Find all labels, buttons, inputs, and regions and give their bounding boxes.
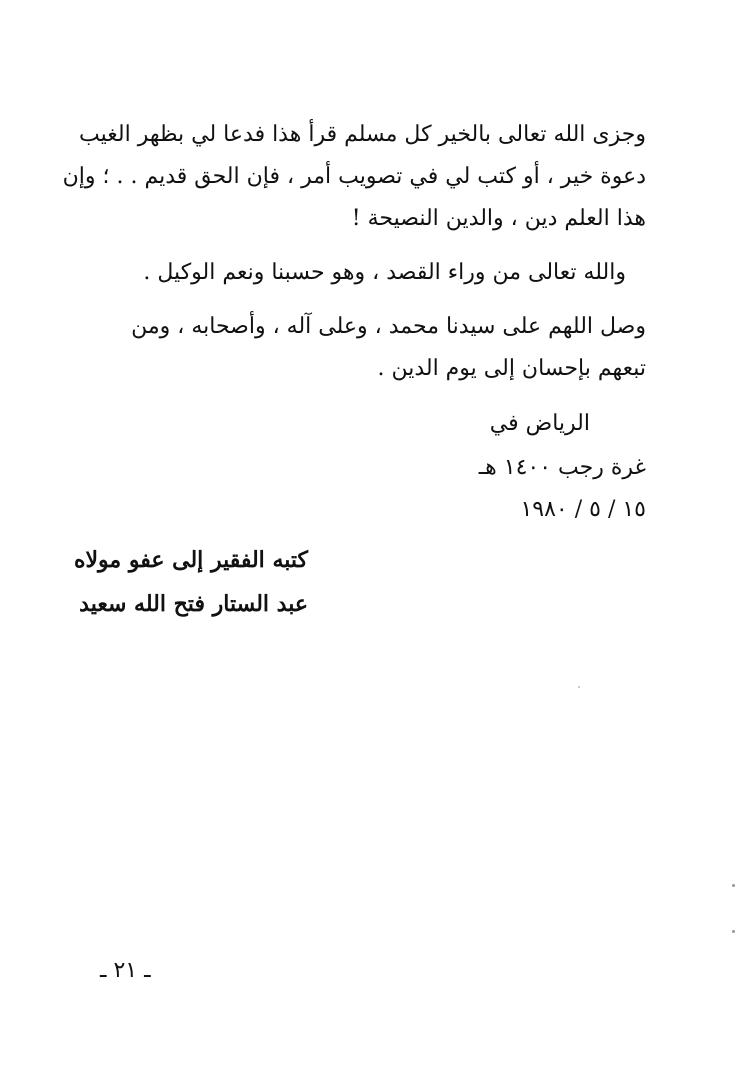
text-line: والله تعالى من وراء القصد ، وهو حسبنا ونعم الوكيل . [143,260,626,285]
paragraph-salutation [90,306,646,390]
text-line: وصل اللهم على سيدنا محمد ، وعلى آله ، وأصحابه ، ومن [131,314,646,339]
signature-line-2 [79,582,308,626]
place-line [490,404,590,444]
page-number: ـ ٢١ ـ [100,958,151,983]
hijri-date-line [479,448,646,488]
text-line: تبعهم بإحسان إلى يوم الدين . [377,356,646,381]
gregorian-date: ١٥ / ٥ / ١٩٨٠ [520,497,646,522]
signature-text: كتبه الفقير إلى عفو مولاه [73,547,308,573]
paragraph-intention [90,252,646,294]
hijri-date: غرة رجب ١٤٠٠ هـ [478,455,646,480]
author-name: عبد الستار فتح الله سعيد [79,591,308,617]
place-text: الرياض في [489,411,590,436]
scan-speck [732,930,735,933]
gregorian-date-line [520,490,646,530]
scan-speck [732,884,735,887]
scan-speck [578,686,580,688]
paragraph-prayer [62,114,646,240]
text-line: دعوة خير ، أو كتب لي في تصويب أمر ، فإن الحق قديم . . ؛ وإن [62,164,646,189]
text-line: هذا العلم دين ، والدين النصيحة ! [351,206,646,231]
signature-line-1 [74,538,308,582]
text-line: وجزى الله تعالى بالخير كل مسلم قرأ هذا فدعا لي بظهر الغيب [79,122,646,147]
